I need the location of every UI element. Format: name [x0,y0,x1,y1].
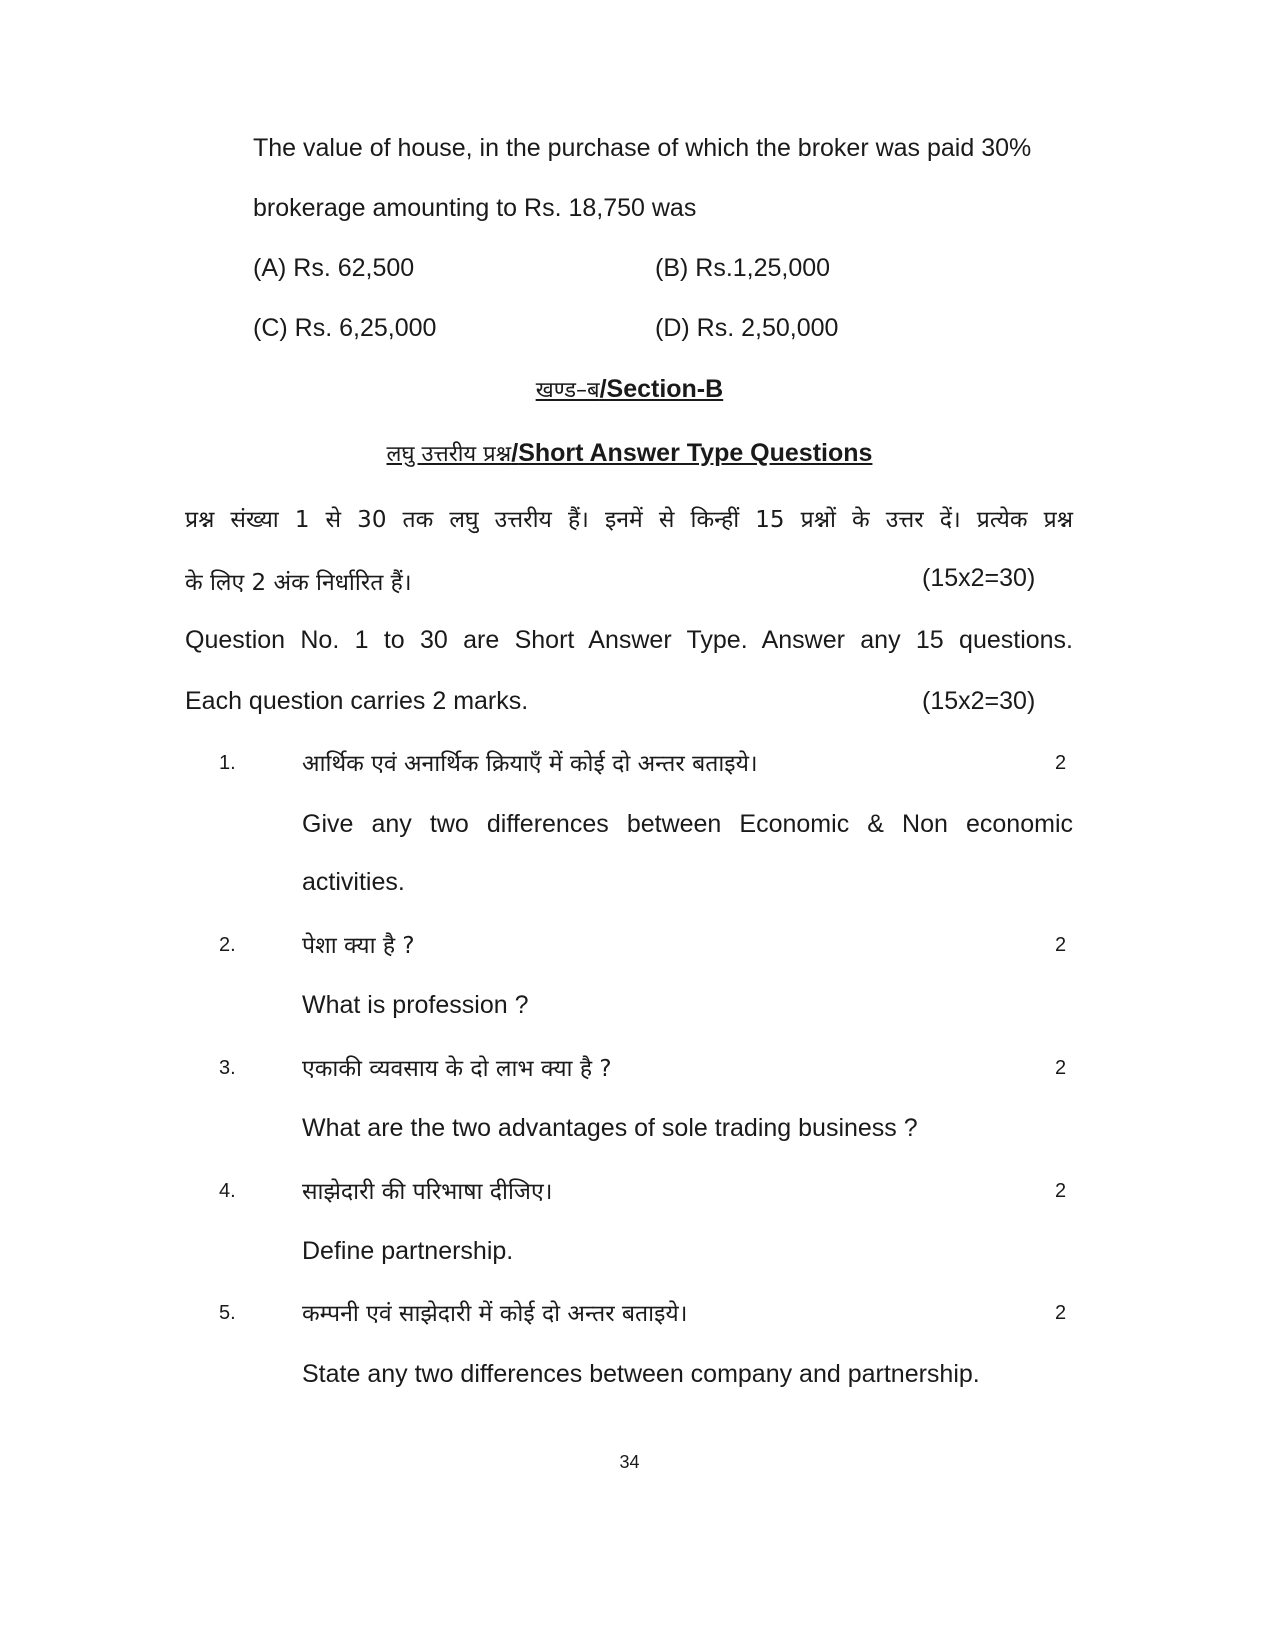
mcq-option-b: (B) Rs.1,25,000 [655,254,831,282]
question-en: Define partnership. [302,1237,514,1265]
section-title-separator: / [599,375,607,403]
question-hi: पेशा क्या है ? [302,933,415,959]
question-en: What are the two advantages of sole trading business ? [302,1114,918,1142]
question-en: State any two differences between company and partnership. [302,1360,980,1388]
question-number: 4. [219,1180,236,1202]
question-number: 2. [219,934,236,956]
section-subtitle [0,438,1259,468]
section-subtitle-en-text: Short Answer Type Questions [518,439,873,467]
mcq-stem-line1: The value of house, in the purchase of which the broker was paid 30% [253,134,1032,162]
question-en: Give any two differences between Economic & Non economic [302,810,1073,838]
section-subtitle-separator: / [511,439,519,467]
question-number: 1. [219,752,236,774]
question-en-continued: activities. [302,868,405,896]
section-title-en: Section-B [606,375,724,403]
question-hi: एकाकी व्यवसाय के दो लाभ क्या है ? [302,1056,612,1082]
section-title-hi: खण्ड–ब [535,378,600,403]
question-hi: आर्थिक एवं अनार्थिक क्रियाएँ में कोई दो अन्तर बताइये। [302,751,758,777]
question-number: 5. [219,1302,236,1324]
question-hi: कम्पनी एवं साझेदारी में कोई दो अन्तर बताइये। [302,1301,688,1327]
question-marks: 2 [1055,1180,1067,1202]
question-en: What is profession ? [302,991,529,1019]
section-subtitle-hi: लघु उत्तरीय प्रश्न [386,442,512,467]
mcq-option-c: (C) Rs. 6,25,000 [253,314,437,342]
section-title [0,374,1259,404]
question-marks: 2 [1055,1302,1067,1324]
instructions-en-line1: Question No. 1 to 30 are Short Answer Type. Answer any 15 questions. [185,626,1073,654]
instructions-hi-marks: (15x2=30) [922,564,1036,592]
question-hi: साझेदारी की परिभाषा दीजिए। [302,1179,553,1205]
mcq-option-a: (A) Rs. 62,500 [253,254,415,282]
mcq-stem-line2: brokerage amounting to Rs. 18,750 was [253,194,697,222]
instructions-hi-line2: के लिए 2 अंक निर्धारित हैं। [185,570,412,596]
question-marks: 2 [1055,1057,1067,1079]
question-marks: 2 [1055,752,1067,774]
page-number: 34 [619,1452,640,1472]
instructions-en-marks: (15x2=30) [922,687,1036,715]
instructions-hi-line1: प्रश्न संख्या 1 से 30 तक लघु उत्तरीय हैं। इनमें से किन्हीं 15 प्रश्नों के उत्तर दें। प्रत्येक प्रश्न [185,507,1073,533]
instructions-en-line2: Each question carries 2 marks. [185,687,529,715]
mcq-option-d: (D) Rs. 2,50,000 [655,314,839,342]
question-number: 3. [219,1057,236,1079]
question-marks: 2 [1055,934,1067,956]
